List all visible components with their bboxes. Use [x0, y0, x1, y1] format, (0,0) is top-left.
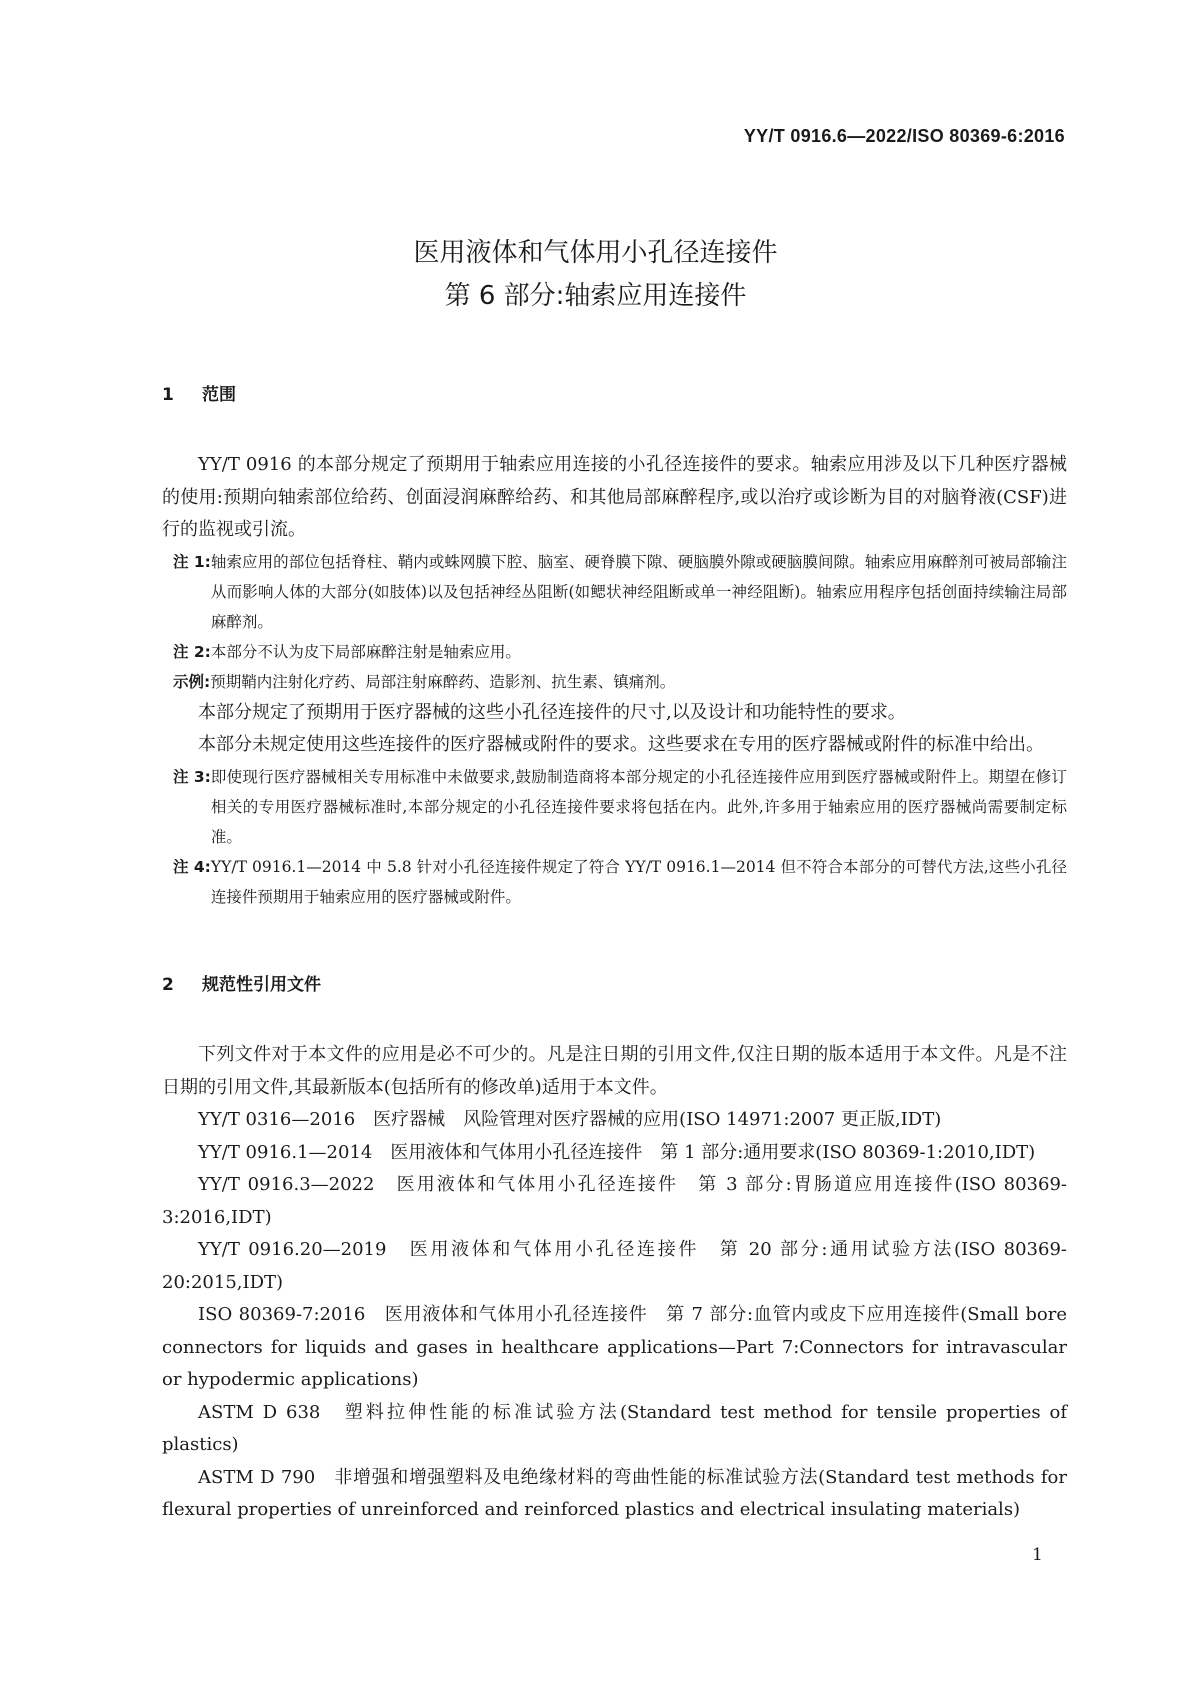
- reference-item: YY/T 0916.3—2022 医用液体和气体用小孔径连接件 第 3 部分:胃肠道应用连接件(ISO 80369-3:2016,IDT): [162, 1174, 1067, 1228]
- note-2: 注 2: 本部分不认为皮下局部麻醉注射是轴索应用。: [173, 642, 521, 661]
- section-2-heading: 2 规范性引用文件: [162, 975, 321, 995]
- scope-paragraph-2: 本部分规定了预期用于医疗器械的这些小孔径连接件的尺寸,以及设计和功能特性的要求。: [198, 701, 906, 723]
- note-3: 注 3: 即使现行医疗器械相关专用标准中未做要求,鼓励制造商将本部分规定的小孔径连接件应用到医疗器械或附件上。期望在修订相关的专用医疗器械标准时,本部分规定的小孔径连接件要求将包括在内。此外,许多用于轴索应用的医疗器械尚需要制定标准。: [173, 767, 1067, 846]
- note-1: 注 1: 轴索应用的部位包括脊柱、鞘内或蛛网膜下腔、脑室、硬脊膜下隙、硬脑膜外隙或硬脑膜间隙。轴索应用麻醉剂可被局部输注从而影响人体的大部分(如肢体)以及包括神经丛阻断(如鳃状神经阻断或单一神经阻断)。轴索应用程序包括创面持续输注局部麻醉剂。: [173, 552, 1067, 631]
- title-line-1: 医用液体和气体用小孔径连接件: [413, 238, 778, 268]
- reference-item: YY/T 0916.1—2014 医用液体和气体用小孔径连接件 第 1 部分:通用要求(ISO 80369-1:2010,IDT): [198, 1141, 1036, 1163]
- document-code-header: YY/T 0916.6—2022/ISO 80369-6:2016: [743, 126, 1065, 146]
- section-1-heading: 1 范围: [162, 385, 236, 405]
- reference-item: ASTM D 638 塑料拉伸性能的标准试验方法(Standard test method for tensile properties of plastics): [162, 1401, 1067, 1455]
- scope-paragraph-3: 本部分未规定使用这些连接件的医疗器械或附件的要求。这些要求在专用的医疗器械或附件的标准中给出。: [198, 734, 1044, 755]
- document-title: [0, 232, 1191, 318]
- references-intro: 下列文件对于本文件的应用是必不可少的。凡是注日期的引用文件,仅注日期的版本适用于本文件。凡是不注日期的引用文件,其最新版本(包括所有的修改单)适用于本文件。: [162, 1044, 1067, 1098]
- note-4: 注 4: YY/T 0916.1—2014 中 5.8 针对小孔径连接件规定了符合 YY/T 0916.1—2014 但不符合本部分的可替代方法,这些小孔径连接件预期用于轴索应用的医疗器械或附件。: [173, 857, 1067, 906]
- reference-item: ASTM D 790 非增强和增强塑料及电绝缘材料的弯曲性能的标准试验方法(Standard test methods for flexural properties of unreinforced and reinforced plastics and electrical insulating materials): [162, 1466, 1067, 1520]
- section-normative-references: [162, 970, 1067, 1527]
- page-number: 1: [1032, 1545, 1043, 1565]
- reference-item: YY/T 0916.20—2019 医用液体和气体用小孔径连接件 第 20 部分:通用试验方法(ISO 80369-20:2015,IDT): [162, 1239, 1067, 1293]
- reference-item: ISO 80369-7:2016 医用液体和气体用小孔径连接件 第 7 部分:血管内或皮下应用连接件(Small bore connectors for liquids and gases in healthcare applications—Part 7:Connectors for intravascular or hypodermic applications): [162, 1304, 1067, 1390]
- title-line-2: 第 6 部分:轴索应用连接件: [444, 281, 747, 311]
- reference-item: YY/T 0316—2016 医疗器械 风险管理对医疗器械的应用(ISO 14971:2007 更正版,IDT): [198, 1109, 942, 1130]
- scope-paragraph: YY/T 0916 的本部分规定了预期用于轴索应用连接的小孔径连接件的要求。轴索应用涉及以下几种医疗器械的使用:预期向轴索部位给药、创面浸润麻醉给药、和其他局部麻醉程序,或以治疗或诊断为目的对脑脊液(CSF)进行的监视或引流。: [162, 454, 1067, 540]
- example: 示例: 预期鞘内注射化疗药、局部注射麻醉药、造影剂、抗生素、镇痛剂。: [173, 672, 676, 691]
- section-scope: [162, 380, 1067, 912]
